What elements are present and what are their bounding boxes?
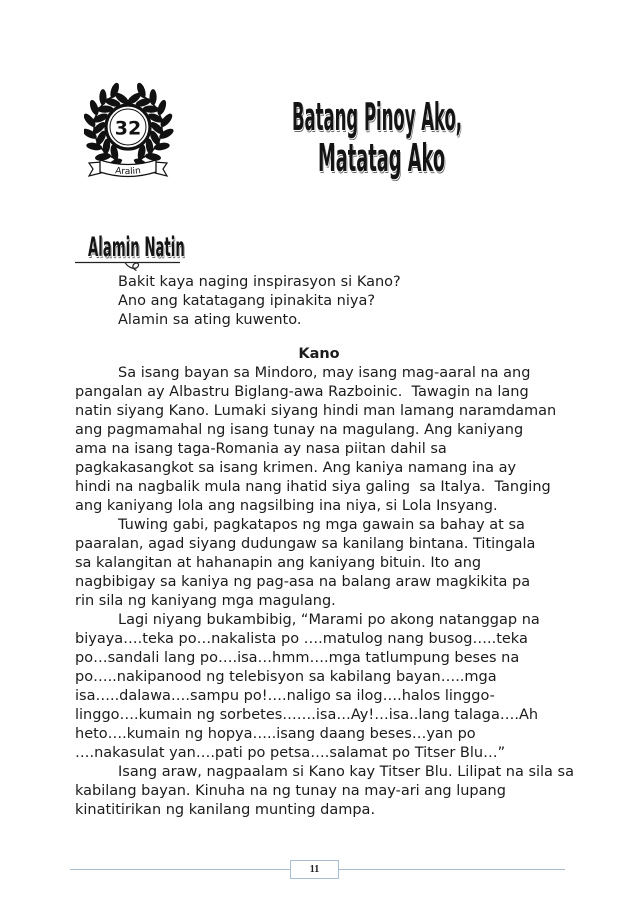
story-title: Kano — [298, 346, 340, 362]
story-paragraph — [75, 364, 605, 516]
ribbon-label-text: Aralin — [114, 166, 142, 178]
story-line: pangalan ay Albastru Biglang-awa Razboinic. Tawagin na lang — [75, 384, 529, 400]
ribbon-label — [115, 166, 142, 177]
guide-question: Alamin sa ating kuwento. — [118, 312, 302, 328]
story-line: sa kalangitan at hahanapin ang kaniyang bituin. Ito ang — [75, 555, 482, 571]
story-line: Isang araw, nagpaalam si Kano kay Titser Blu. Lilipat na sila sa — [118, 764, 574, 780]
guide-question: Bakit kaya naging inspirasyon si Kano? — [118, 274, 401, 290]
story-line: rin sila ng kaniyang mga magulang. — [75, 593, 336, 609]
section-heading-text: Alamin Natin — [88, 234, 185, 263]
lesson-badge — [84, 80, 174, 184]
guide-question: Ano ang katatagang ipinakita niya? — [118, 293, 376, 309]
story-line: Sa isang bayan sa Mindoro, may isang mag-aaral na ang — [118, 365, 531, 381]
story-line: ama na isang taga-Romania ay nasa piitan dahil sa — [75, 441, 447, 457]
story-line: isa…..dalawa….sampu po!….naligo sa ilog….halos linggo- — [75, 688, 495, 704]
story-line: po…sandali lang po….isa…hmm….mga tatlumpung beses na — [75, 650, 520, 666]
story-line: Tuwing gabi, pagkatapos ng mga gawain sa bahay at sa — [118, 517, 525, 533]
story-paragraph — [75, 516, 605, 611]
story-line: Lagi niyang bukambibig, “Marami po akong natanggap na — [118, 612, 540, 628]
laurel-leaf — [99, 89, 106, 105]
story-line: natin siyang Kano. Lumaki siyang hindi man lamang naramdaman — [75, 403, 557, 419]
section-heading-underline — [75, 258, 187, 274]
story-paragraph — [75, 763, 605, 820]
story-line: po…..nakipanood ng telebisyon sa kabilang bayan…..mga — [75, 669, 497, 685]
ribbon-banner — [89, 160, 167, 177]
lesson-title-text-1: Batang Pinoy Ako, — [292, 98, 463, 139]
story-line: biyaya….teka po…nakalista po ….matulog nang busog…..teka — [75, 631, 528, 647]
story-body — [75, 364, 605, 820]
guide-questions — [118, 273, 578, 330]
story-line: linggo….kumain ng sorbetes…….isa…Ay!…isa..lang talaga….Ah — [75, 707, 539, 723]
story-line: paaralan, agad siyang dudungaw sa kanilang bintana. Titingala — [75, 536, 536, 552]
story-paragraph — [75, 611, 605, 763]
laurel-leaf — [149, 89, 156, 105]
story-line: kinatitirikan ng kanilang munting dampa. — [75, 802, 376, 818]
lesson-title-line-2 — [318, 139, 457, 187]
story-line: ang pagmamahal ng isang tunay na magulang. Ang kaniyang — [75, 422, 524, 438]
story-line: hindi na nagbalik mula nang ihatid siya galing sa Italya. Tanging — [75, 479, 551, 495]
lesson-title-text-2: Matatag Ako — [318, 139, 446, 180]
ribbon-tail-left — [89, 162, 101, 176]
story-line: ….nakasulat yan….pati po petsa….salamat po Titser Blu…” — [75, 745, 506, 761]
ribbon-tail-right — [155, 162, 167, 176]
lesson-number: 32 — [114, 117, 142, 140]
story-line: pagkakasangkot sa isang krimen. Ang kaniya namang ina ay — [75, 460, 517, 476]
story-line: heto….kumain ng hopya…..isang daang beses…yan po — [75, 726, 476, 742]
story-line: kabilang bayan. Kinuha na ng tunay na may-ari ang lupang — [75, 783, 506, 799]
page-number: 11 — [290, 860, 339, 879]
story-line: ang kaniyang lola ang nagsilbing ina niya, si Lola Insyang. — [75, 498, 498, 514]
story-line: nagbibigay sa kaniya ng pag-asa na balang araw magkikita pa — [75, 574, 531, 590]
